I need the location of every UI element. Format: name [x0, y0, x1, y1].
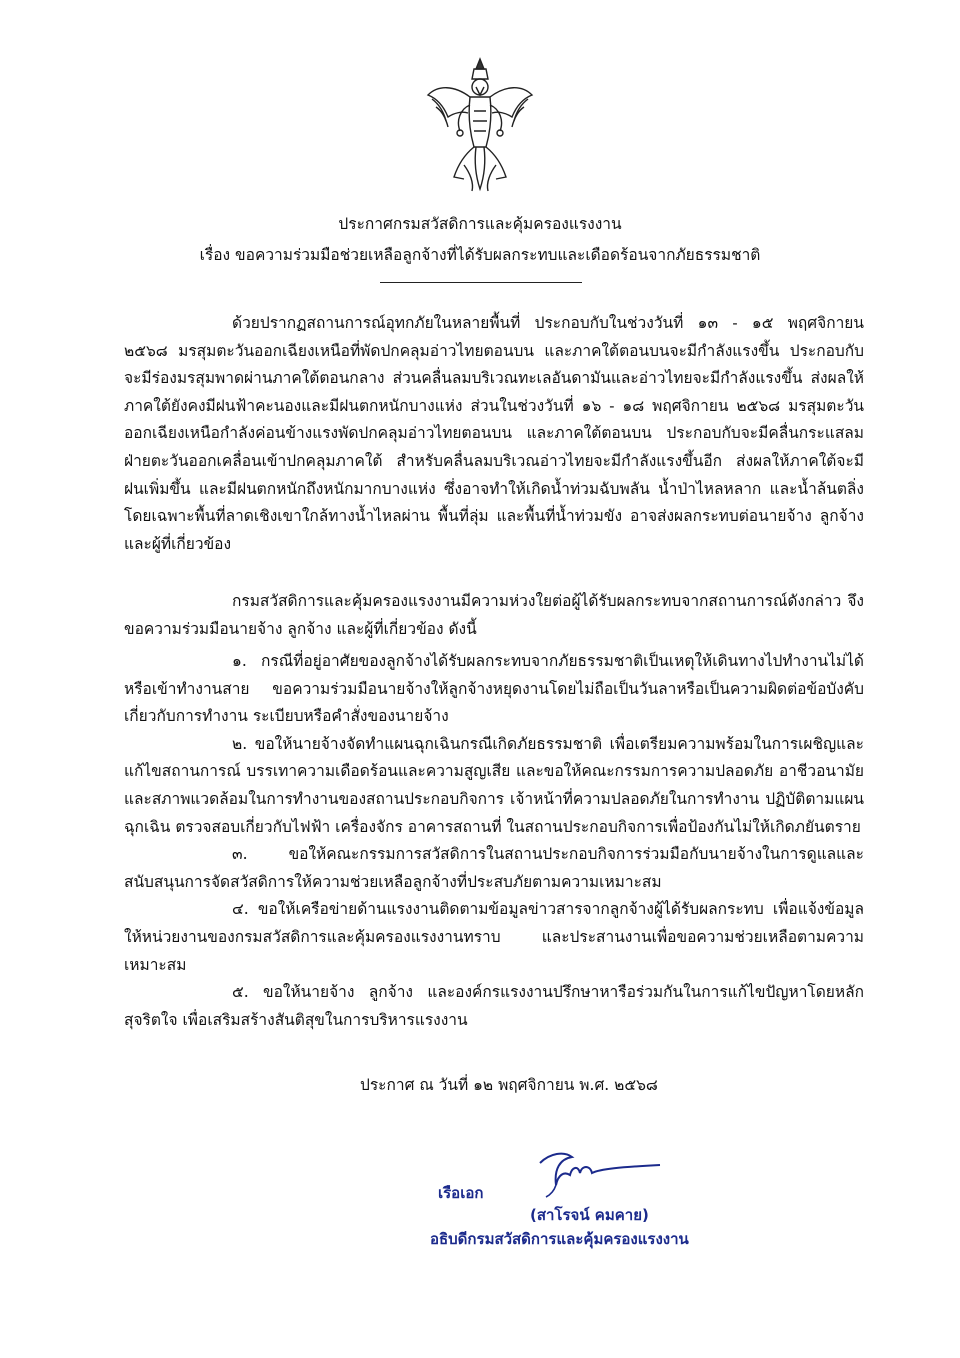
- document-subject: เรื่อง ขอความร่วมมือช่วยเหลือลูกจ้างที่ได้รับผลกระทบและเดือดร้อนจากภัยธรรมชาติ: [199, 246, 761, 264]
- body-paragraph-1: [124, 310, 864, 558]
- paragraph-text: ด้วยปรากฏสถานการณ์อุทกภัยในหลายพื้นที่ ประกอบกับในช่วงวันที่ ๑๓ - ๑๕ พฤศจิกายน ๒๕๖๘ มรสุมตะวันออกเฉียงเหนือที่พัดปกคลุมอ่าวไทยตอนบน และภาคใต้ตอนบนจะมีกำลังแรงขึ้น ประกอบกับจะมีร่องมรสุมพาดผ่านภาคใต้ตอนกลาง ส่วนคลื่นลมบริเวณทะเลอันดามันและอ่าวไทยจะมีกำลังแรงขึ้น ส่งผลให้ภาคใต้ยังคงมีฝนฟ้าคะนองและมีฝนตกหนักบางแห่ง ส่วนในช่วงวันที่ ๑๖ - ๑๘ พฤศจิกายน ๒๕๖๘ มรสุมตะวันออกเฉียงเหนือกำลังค่อนข้างแรงพัดปกคลุมอ่าวไทยตอนบน และภาคใต้ตอนบน ประกอบกับจะมีคลื่นกระแสลมฝ่ายตะวันออกเคลื่อนเข้าปกคลุมภาคใต้ สำหรับคลื่นลมบริเวณอ่าวไทยจะมีกำลังแรงขึ้นอีก ส่งผลให้ภาคใต้จะมีฝนเพิ่มขึ้น และมีฝนตกหนักถึงหนักมากบางแห่ง ซึ่งอาจทำให้เกิดน้ำท่วมฉับพลัน น้ำป่าไหลหลาก และน้ำล้นตลิ่ง โดยเฉพาะพื้นที่ลาดเชิงเขาใกล้ทางน้ำไหลผ่าน พื้นที่ลุ่ม และพื้นที่น้ำท่วมขัง อาจส่งผลกระทบต่อนายจ้าง ลูกจ้าง และผู้ที่เกี่ยวข้อง: [124, 314, 864, 553]
- list-item: ๑. กรณีที่อยู่อาศัยของลูกจ้างได้รับผลกระทบจากภัยธรรมชาติเป็นเหตุให้เดินทางไปทำงานไม่ได้ หรือเข้าทำงานสาย ขอความร่วมมือนายจ้างให้ลูกจ้างหยุดงานโดยไม่ถือเป็นวันลาหรือเป็นความผิดต่อข้อบังคับเกี่ยวกับการทำงาน ระเบียบหรือคำสั่งของนายจ้าง: [124, 652, 864, 726]
- list-item: ๒. ขอให้นายจ้างจัดทำแผนฉุกเฉินกรณีเกิดภัยธรรมชาติ เพื่อเตรียมความพร้อมในการเผชิญและแก้ไขสถานการณ์ บรรเทาความเดือดร้อนและความสูญเสีย และขอให้คณะกรรมการความปลอดภัย อาชีวอนามัย และสภาพแวดล้อมในการทำงานของสถานประกอบกิจการ เจ้าหน้าที่ความปลอดภัยในการทำงาน ปฏิบัติตามแผนฉุกเฉิน ตรวจสอบเกี่ยวกับไฟฟ้า เครื่องจักร อาคารสถานที่ ในสถานประกอบกิจการเพื่อป้องกันไม่ให้เกิดภยันตราย: [124, 734, 864, 836]
- garuda-emblem-icon: [424, 55, 536, 195]
- handwritten-signature-icon: [520, 1145, 700, 1205]
- request-list: [124, 648, 864, 1034]
- document-title: ประกาศกรมสวัสดิการและคุ้มครองแรงงาน: [338, 215, 622, 233]
- body-paragraph-2: [124, 588, 864, 643]
- paragraph-text: กรมสวัสดิการและคุ้มครองแรงงานมีความห่วงใยต่อผู้ได้รับผลกระทบจากสถานการณ์ดังกล่าว จึงขอความร่วมมือนายจ้าง ลูกจ้าง และผู้ที่เกี่ยวข้อง ดังนี้: [124, 592, 864, 638]
- list-item: ๔. ขอให้เครือข่ายด้านแรงงานติดตามข้อมูลข่าวสารจากลูกจ้างผู้ได้รับผลกระทบ เพื่อแจ้งข้อมูลให้หน่วยงานของกรมสวัสดิการและคุ้มครองแรงงานทราบ และประสานงานเพื่อขอความช่วยเหลือตามความเหมาะสม: [124, 900, 864, 974]
- announcement-date: ประกาศ ณ วันที่ ๑๒ พฤศจิกายน พ.ศ. ๒๕๖๘: [360, 1076, 658, 1094]
- title-divider: [380, 282, 582, 283]
- signer-position: อธิบดีกรมสวัสดิการและคุ้มครองแรงงาน: [430, 1230, 689, 1248]
- signer-rank: เรือเอก: [438, 1184, 484, 1202]
- signature-block: [430, 1145, 750, 1255]
- list-item: ๕. ขอให้นายจ้าง ลูกจ้าง และองค์กรแรงงานปรึกษาหารือร่วมกันในการแก้ไขปัญหาโดยหลักสุจริตใจ เพื่อเสริมสร้างสันติสุขในการบริหารแรงงาน: [124, 983, 864, 1029]
- signer-name: (สาโรจน์ คมคาย): [530, 1206, 649, 1224]
- list-item: ๓. ขอให้คณะกรรมการสวัสดิการในสถานประกอบกิจการร่วมมือกับนายจ้างในการดูแลและสนับสนุนการจัดสวัสดิการให้ความช่วยเหลือลูกจ้างที่ประสบภัยตามความเหมาะสม: [124, 845, 864, 891]
